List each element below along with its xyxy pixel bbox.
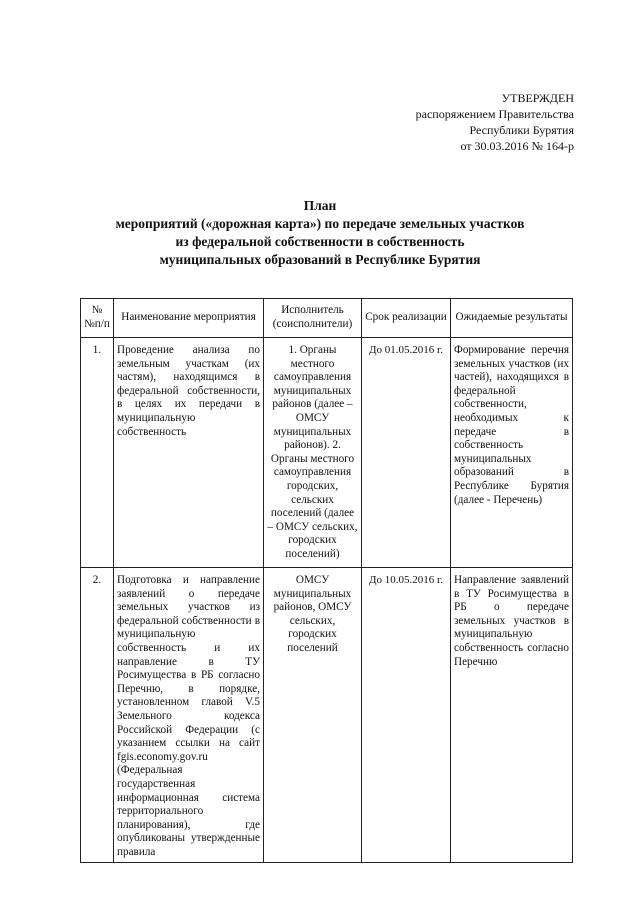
row-result: Формирование перечня земельных участков (их частей), находящихся в федеральной собственности, необходимых к передаче в собственность муниципальных образований в Республике Бурятия (далее - Перечень) [451,338,573,568]
table-row [81,568,573,863]
row-term: До 10.05.2016 г. [362,568,451,863]
row-result: Направление заявлений в ТУ Росимущества в РБ о передаче земельных участков в муниципальную собственность согласно Перечню [451,568,573,863]
row-executor: ОМСУ муниципальных районов, ОМСУ сельских, городских поселений [264,568,362,863]
header-executor: Исполнитель (соисполнители) [264,299,362,338]
row-term: До 01.05.2016 г. [362,338,451,568]
approval-line: УТВЕРЖДЕН [501,91,574,105]
title-line: из федеральной собственности в собственность [175,234,465,249]
title-line: мероприятий («дорожная карта») по передаче земельных участков [115,216,525,231]
document-title [80,197,560,269]
plan-table [80,298,573,863]
row-number: 2. [81,568,114,863]
title-line: План [303,198,337,213]
approval-line: распоряжением Правительства [415,107,574,121]
header-activity: Наименование мероприятия [114,299,264,338]
title-line: муниципальных образований в Республике Бурятия [159,252,481,267]
approval-block [314,90,574,154]
table-row [81,338,573,568]
row-activity: Подготовка и направление заявлений о передаче земельных участков из федеральной собственности в муниципальную собственность и их направление в ТУ Росимущества в РБ согласно Перечню, в порядке, установленном главой V.5 Земельного кодекса Российской Федерации (с указанием ссылки на сайт fgis.economy.gov.ru (Федеральная государственная информационная система территориального планирования), где опубликованы утвержденные правила [114,568,264,863]
approval-line: Республики Бурятия [469,123,574,137]
row-number: 1. [81,338,114,568]
approval-line: от 30.03.2016 № 164-р [460,139,574,153]
header-result: Ожидаемые результаты [451,299,573,338]
header-term: Срок реализации [362,299,451,338]
row-executor: 1. Органы местного самоуправления муниципальных районов (далее – ОМСУ муниципальных районов). 2. Органы местного самоуправления городских, сельских поселений (далее – ОМСУ сельских, городских поселений) [264,338,362,568]
table-header-row [81,299,573,338]
header-number: № №п/п [81,299,114,338]
row-activity: Проведение анализа по земельным участкам (их частям), находящимся в федеральной собственности, в целях их передачи в муниципальную собственность [114,338,264,568]
